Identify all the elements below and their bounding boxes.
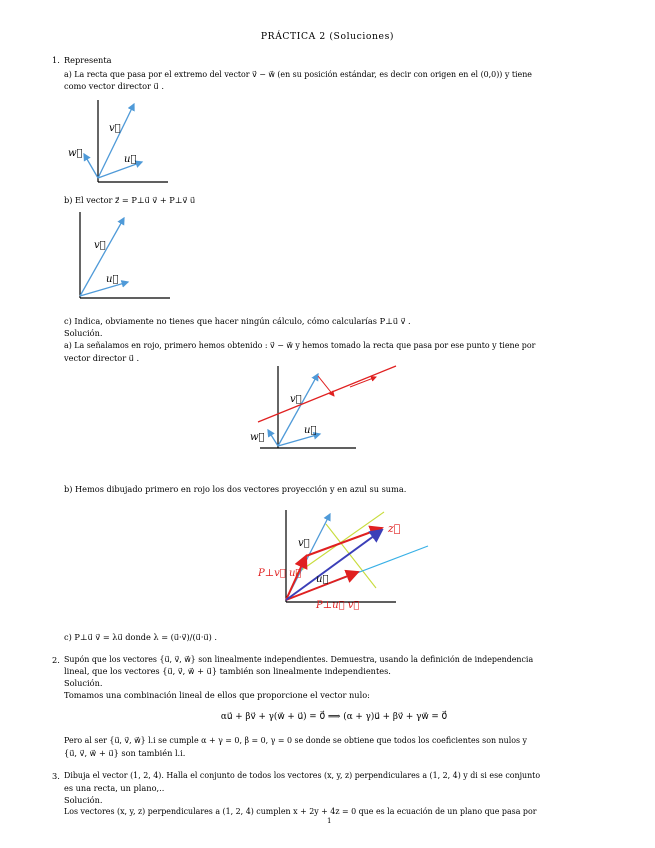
q3-number: 3. — [52, 771, 60, 781]
q2-equation: αu⃗ + βv⃗ + γ(w⃗ + u⃗) = 0⃗ ⟹ (α + γ)u⃗ + βv⃗ + γw⃗ = 0⃗ — [220, 712, 448, 722]
q3-text-line1: Dibuja el vector (1, 2, 4). Halla el conjunto de todos los vectores (x, y, z) perpendiculares a (1, 2, 4) y di si ese conjunto — [64, 771, 541, 780]
vector-w — [84, 154, 98, 178]
q1-b-text: b) El vector z⃗ = P⊥u⃗ v⃗ + P⊥v⃗ u⃗ — [64, 195, 196, 205]
label-proj-u-v: P⊥v⃗ u⃗ — [258, 568, 302, 579]
figure-sol-b — [256, 504, 436, 616]
label-u: u⃗ — [106, 274, 119, 285]
proj-vector-2 — [306, 528, 382, 556]
label-v: v⃗ — [94, 240, 106, 251]
q1-a-text-line1: a) La recta que pasa por el extremo del vector v⃗ − w⃗ (en su posición estándar, es decir con origen en el (0,0)) y tiene — [64, 70, 532, 79]
page-title: PRÁCTICA 2 (Soluciones) — [260, 31, 395, 42]
q2-text-line2: lineal, que los vectores {u⃗, v⃗, w⃗ + u⃗} también son linealmente independientes. — [64, 666, 391, 676]
q2-sol-line1: Tomamos una combinación lineal de ellos que proporcione el vector nulo: — [64, 690, 370, 700]
vector-w — [268, 430, 278, 446]
q2-sol-line3: {u⃗, v⃗, w⃗ + u⃗} son también l.i. — [64, 748, 186, 758]
q1-sol-a-line1: a) La señalamos en rojo, primero hemos obtenido : v⃗ − w⃗ y hemos tomado la recta que pasa por ese punto y tiene por — [64, 341, 536, 350]
label-proj-v-u: P⊥u⃗ v⃗ — [316, 600, 360, 611]
q1-solution-label: Solución. — [64, 328, 103, 338]
label-u: u⃗ — [316, 574, 329, 585]
q3-text-line2: es una recta, un plano,.. — [64, 783, 165, 793]
q2-text-line1: Supón que los vectores {u⃗, v⃗, w⃗} son linealmente independientes. Demuestra, usando la definición de independencia — [64, 655, 534, 664]
figure-sol-a — [250, 362, 400, 454]
q3-solution-label: Solución. — [64, 795, 103, 805]
label-w: w⃗ — [68, 148, 83, 159]
label-z: z⃗ — [388, 522, 401, 535]
label-v: v⃗ — [290, 394, 302, 405]
label-w: w⃗ — [250, 432, 265, 443]
red-offset-vector — [318, 376, 334, 396]
q1-a-text-line2: como vector director u⃗ . — [64, 81, 164, 91]
q1-sol-a-line2: vector director u⃗ . — [64, 353, 140, 363]
q2-solution-label: Solución. — [64, 678, 103, 688]
q1-sol-b-text: b) Hemos dibujado primero en rojo los dos vectores proyección y en azul su suma. — [64, 484, 407, 494]
page-number: 1 — [327, 817, 332, 825]
label-v: v⃗ — [109, 123, 121, 134]
red-line — [258, 366, 396, 422]
q1-heading: Representa — [64, 55, 112, 65]
red-direction-arrow — [350, 377, 376, 387]
q3-sol-line1: Los vectores (x, y, z) perpendiculares a (1, 2, 4) cumplen x + 2y + 4z = 0 que es la ecuación de un plano que pasa por — [64, 807, 537, 816]
q1-sol-c-text: c) P⊥u⃗ v⃗ = λu⃗ donde λ = (u⃗·v⃗)/(u⃗·u⃗) . — [64, 632, 218, 642]
label-u: u⃗ — [304, 425, 317, 436]
q2-number: 2. — [52, 655, 60, 665]
figure-1a — [60, 94, 170, 194]
label-u: u⃗ — [124, 154, 137, 165]
q1-c-text: c) Indica, obviamente no tienes que hacer ningún cálculo, cómo calcularías P⊥u⃗ v⃗ . — [64, 316, 411, 326]
figure-1b — [62, 208, 172, 308]
q2-sol-line2: Pero al ser {u⃗, v⃗, w⃗} l.i se cumple α + γ = 0, β = 0, γ = 0 se donde se obtiene que todos los coeficientes son nulos y — [64, 736, 528, 745]
label-v: v⃗ — [298, 538, 310, 549]
q1-number: 1. — [52, 55, 60, 65]
